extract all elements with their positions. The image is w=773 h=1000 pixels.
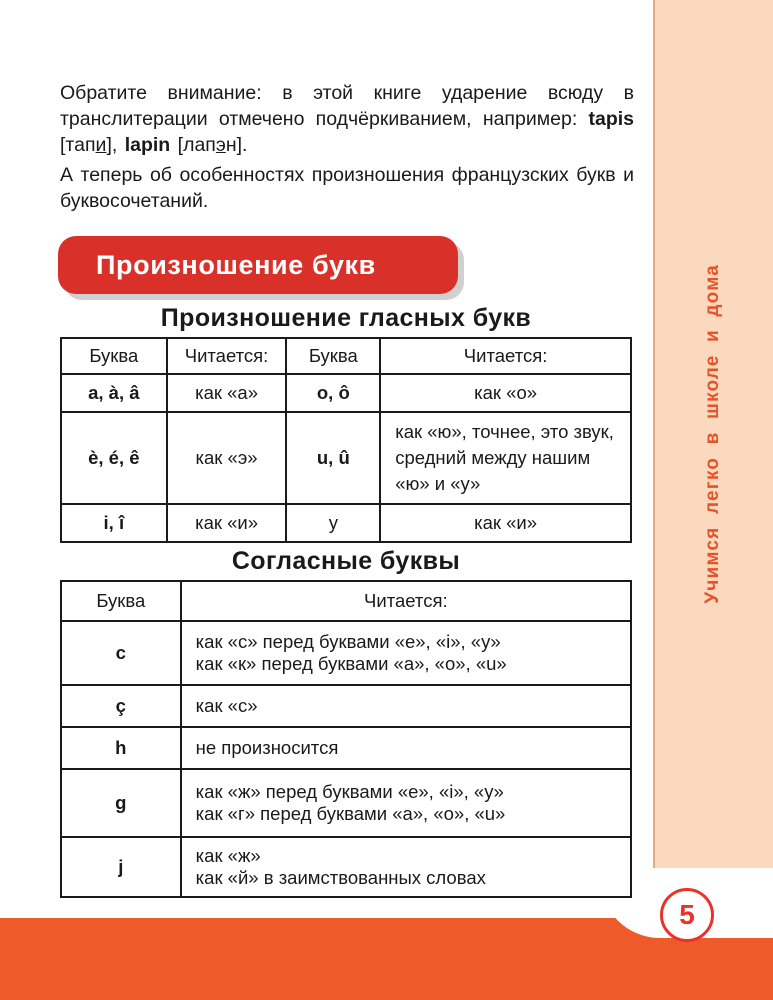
reading-cell: не произносится (181, 727, 631, 769)
sidebar-label-wrap (653, 0, 773, 868)
table-row (61, 621, 631, 685)
consonants-title: Согласные буквы (231, 547, 461, 575)
letter-cell: o, ô (286, 374, 380, 412)
letter-cell: ç (61, 685, 181, 727)
header-cell: Буква (286, 338, 380, 374)
letter-cell: è, é, ê (61, 412, 167, 504)
letter-cell: h (61, 727, 181, 769)
header-cell: Читается: (380, 338, 631, 374)
table-row (61, 374, 631, 412)
table-row (61, 727, 631, 769)
header-cell: Читается: (181, 581, 631, 621)
letter-cell: i, î (61, 504, 167, 542)
consonants-table (60, 580, 632, 898)
reading-cell: как «ж» как «й» в заимствованных словах (181, 837, 631, 897)
vowels-header-row (61, 338, 631, 374)
section-heading: Произношение букв (58, 236, 458, 294)
reading-cell: как «э» (167, 412, 287, 504)
reading-cell: как «с» (181, 685, 631, 727)
reading-cell: как «а» (167, 374, 287, 412)
table-row (61, 769, 631, 837)
letter-cell: j (61, 837, 181, 897)
reading-cell: как «и» (167, 504, 287, 542)
letter-cell: g (61, 769, 181, 837)
table-row (61, 837, 631, 897)
reading-cell: как «с» перед буквами «e», «i», «y» как «к» перед буквами «a», «o», «u» (181, 621, 631, 685)
intro-paragraph-1: Обратите внимание: в этой книге ударение всюду в транслитерации отмечено подчёркиванием, например: tapis [тапи], lapin [лапэн]. (60, 82, 634, 156)
letter-cell: c (61, 621, 181, 685)
table-row (61, 504, 631, 542)
table-row (61, 685, 631, 727)
reading-cell: как «и» (380, 504, 631, 542)
header-cell: Читается: (167, 338, 287, 374)
vowels-title: Произношение гласных букв (160, 304, 532, 332)
letter-cell: u, û (286, 412, 380, 504)
letter-cell: y (286, 504, 380, 542)
reading-cell: как «ю», точнее, это звук, средний между нашим «ю» и «у» (380, 412, 631, 504)
table-row (61, 412, 631, 504)
letter-cell: a, à, â (61, 374, 167, 412)
sidebar-label: Учимся легко в школе и дома (702, 264, 723, 604)
intro-paragraph-2: А теперь об особенностях произношения французских букв и буквосочетаний. (60, 164, 634, 212)
consonants-header-row (61, 581, 631, 621)
header-cell: Буква (61, 581, 181, 621)
page-number: 5 (660, 888, 714, 942)
vowels-table (60, 337, 632, 543)
header-cell: Буква (61, 338, 167, 374)
reading-cell: как «о» (380, 374, 631, 412)
reading-cell: как «ж» перед буквами «e», «i», «y» как «г» перед буквами «a», «o», «u» (181, 769, 631, 837)
